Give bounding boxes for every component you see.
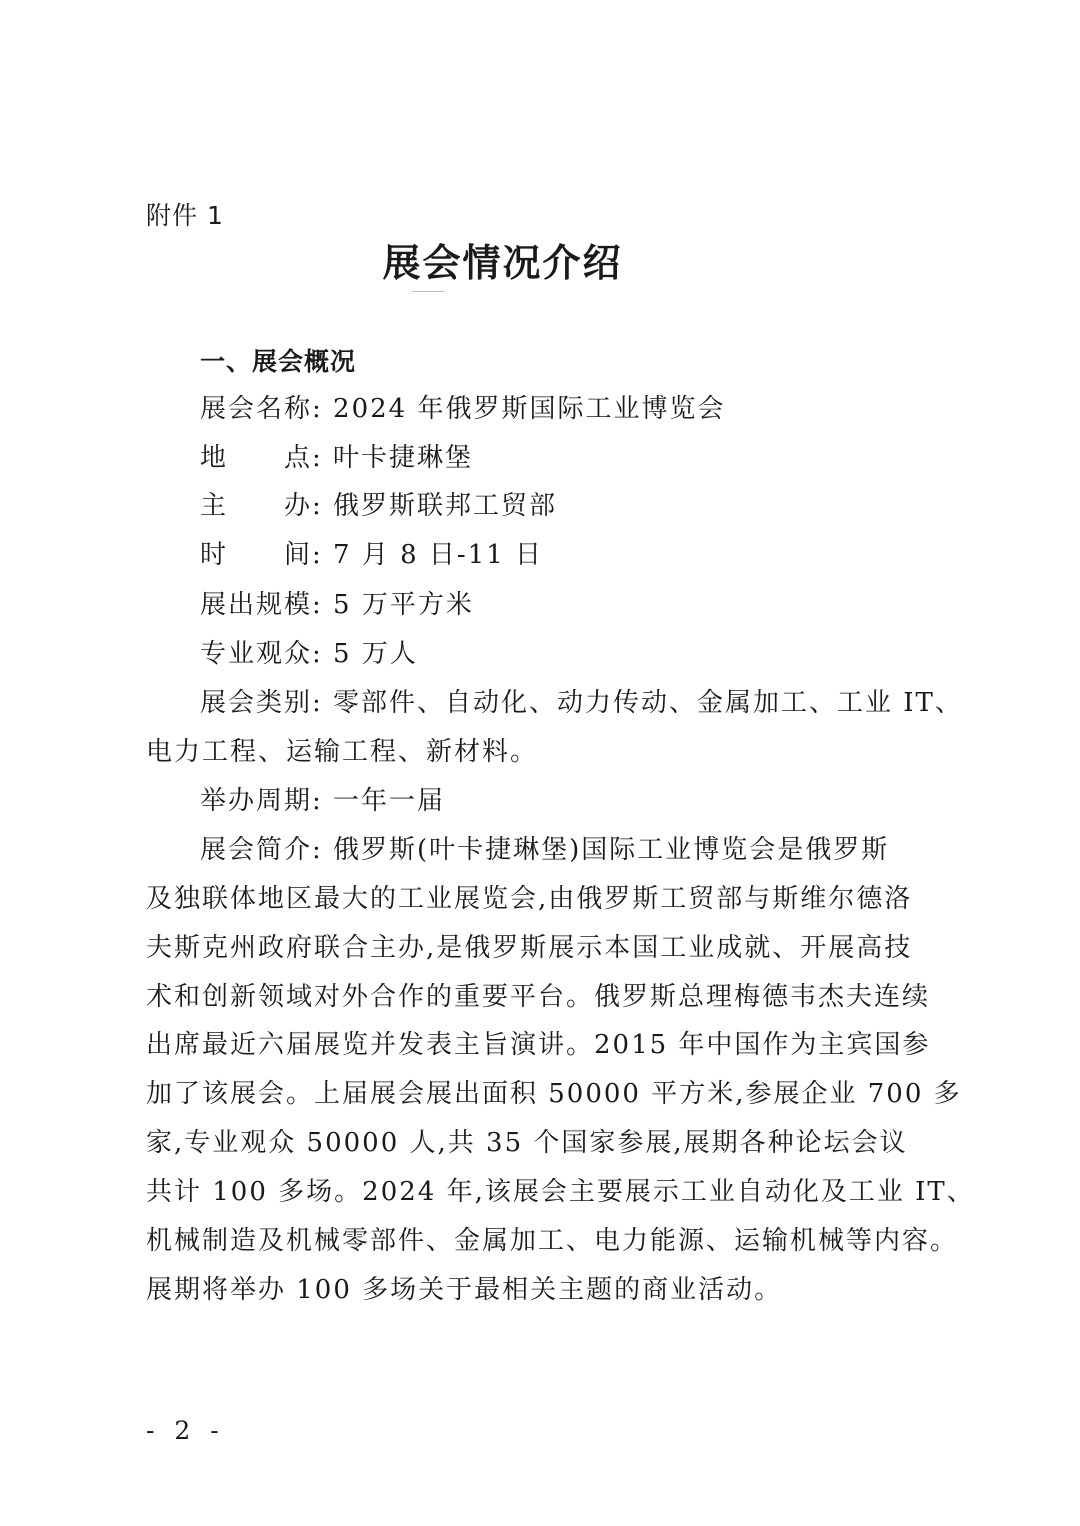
intro-paragraph-line: 术和创新领域对外合作的重要平台。俄罗斯总理梅德韦杰夫连续	[146, 982, 931, 1012]
document-title: 展会情况介绍	[382, 240, 623, 285]
intro-paragraph-line: 机械制造及机械零部件、金属加工、电力能源、运输机械等内容。	[146, 1226, 959, 1256]
field-cycle: 举办周期: 一年一届	[200, 786, 446, 816]
intro-paragraph-line: 及独联体地区最大的工业展览会,由俄罗斯工贸部与斯维尔德洛	[146, 884, 913, 914]
section-heading: 一、展会概况	[200, 347, 357, 376]
field-category-continued: 电力工程、运输工程、新材料。	[146, 737, 539, 767]
field-organizer: 主 办: 俄罗斯联邦工贸部	[200, 491, 558, 521]
field-exhibition-name: 展会名称: 2024 年俄罗斯国际工业博览会	[200, 394, 726, 424]
title-divider	[412, 291, 444, 292]
intro-paragraph-line: 共计 100 多场。2024 年,该展会主要展示工业自动化及工业 IT、	[146, 1177, 975, 1207]
page-number: - 2 -	[146, 1416, 225, 1445]
field-location: 地 点: 叶卡捷琳堡	[200, 443, 474, 473]
intro-paragraph-line: 展会简介: 俄罗斯(叶卡捷琳堡)国际工业博览会是俄罗斯	[200, 835, 890, 865]
field-category: 展会类别: 零部件、自动化、动力传动、金属加工、工业 IT、	[200, 688, 963, 718]
intro-paragraph-line: 展期将举办 100 多场关于最相关主题的商业活动。	[146, 1275, 783, 1305]
intro-paragraph-line: 出席最近六届展览并发表主旨演讲。2015 年中国作为主宾国参	[146, 1030, 931, 1060]
intro-paragraph-line: 加了该展会。上届展会展出面积 50000 平方米,参展企业 700 多	[146, 1079, 962, 1109]
field-audience: 专业观众: 5 万人	[200, 639, 418, 669]
field-scale: 展出规模: 5 万平方米	[200, 590, 474, 620]
intro-paragraph-line: 夫斯克州政府联合主办,是俄罗斯展示本国工业成就、开展高技	[146, 933, 913, 963]
field-time: 时 间: 7 月 8 日-11 日	[200, 540, 544, 570]
attachment-label: 附件 1	[146, 201, 224, 230]
intro-paragraph-line: 家,专业观众 50000 人,共 35 个国家参展,展期各种论坛会议	[146, 1128, 908, 1158]
